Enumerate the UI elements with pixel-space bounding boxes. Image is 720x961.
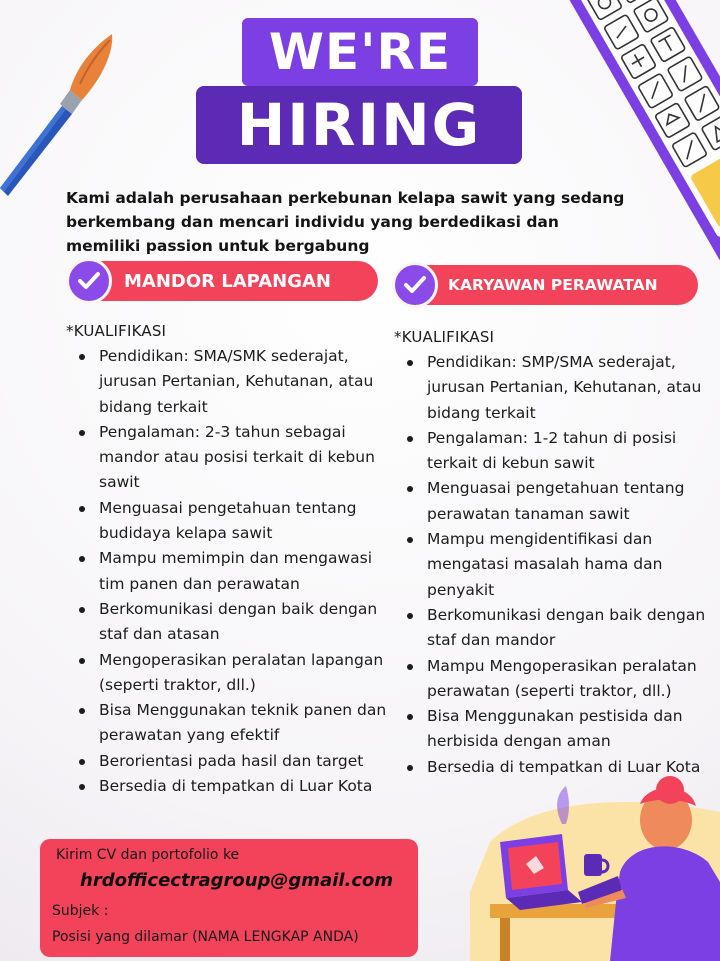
qualifications-mandor [66,322,390,799]
list-item: Mengoperasikan peralatan lapangan (seperti traktor, dll.) [66,648,390,699]
paintbrush-icon [0,28,122,196]
list-item: Berorientasi pada hasil dan target [66,749,390,774]
intro-text: Kami adalah perusahaan perkebunan kelapa sawit yang sedang berkembang dan mencari individu yang berdedikasi dan memiliki passion untuk bergabung [66,189,625,255]
subject-label: Subjek : [52,903,109,919]
headline-were: WE'RE [242,18,478,86]
woman-at-laptop-illustration [470,772,720,961]
list-item: Bisa Menggunakan teknik panen dan perawatan yang efektif [66,698,390,749]
list-item: Mampu Mengoperasikan peralatan perawatan (seperti traktor, dll.) [394,654,710,705]
list-item: Berkomunikasi dengan baik dengan staf dan mandor [394,603,710,654]
list-item: Menguasai pengetahuan tentang budidaya kelapa sawit [66,496,390,547]
qualifications-heading: *KUALIFIKASI [66,322,167,340]
qualifications-list [66,344,390,799]
list-item: Bisa Menggunakan pestisida dan herbisida dengan aman [394,704,710,755]
list-item: Bersedia di tempatkan di Luar Kota [66,774,390,799]
list-item: Pendidikan: SMA/SMK sederajat, jurusan Pertanian, Kehutanan, atau bidang terkait [66,344,390,420]
contact-instruction: Kirim CV dan portofolio ke [56,847,240,863]
qualifications-heading: *KUALIFIKASI [394,328,495,346]
check-icon [392,262,438,308]
list-item: Mampu mengidentifikasi dan mengatasi masalah hama dan penyakit [394,527,710,603]
headline-hiring: HIRING [196,86,522,164]
list-item: Pengalaman: 2-3 tahun sebagai mandor atau posisi terkait di kebun sawit [66,420,390,496]
subject-value: Posisi yang dilamar (NAMA LENGKAP ANDA) [52,929,359,945]
list-item: Pengalaman: 1-2 tahun di posisi terkait di kebun sawit [394,426,710,477]
list-item: Menguasai pengetahuan tentang perawatan tanaman sawit [394,476,710,527]
list-item: Mampu memimpin dan mengawasi tim panen dan perawatan [66,546,390,597]
list-item: Pendidikan: SMP/SMA sederajat, jurusan Pertanian, Kehutanan, atau bidang terkait [394,350,710,426]
check-icon [66,258,112,304]
contact-box [40,839,418,957]
list-item: Bersedia di tempatkan di Luar Kota [394,755,710,780]
list-item: Berkomunikasi dengan baik dengan staf dan atasan [66,597,390,648]
qualifications-karyawan [394,328,710,780]
contact-email[interactable]: hrdofficectragroup@gmail.com [80,870,394,891]
position-title: KARYAWAN PERAWATAN [448,276,658,294]
qualifications-list [394,350,710,780]
position-badge-mandor [68,261,378,301]
position-badge-karyawan [394,265,698,305]
position-title: MANDOR LAPANGAN [124,270,331,292]
